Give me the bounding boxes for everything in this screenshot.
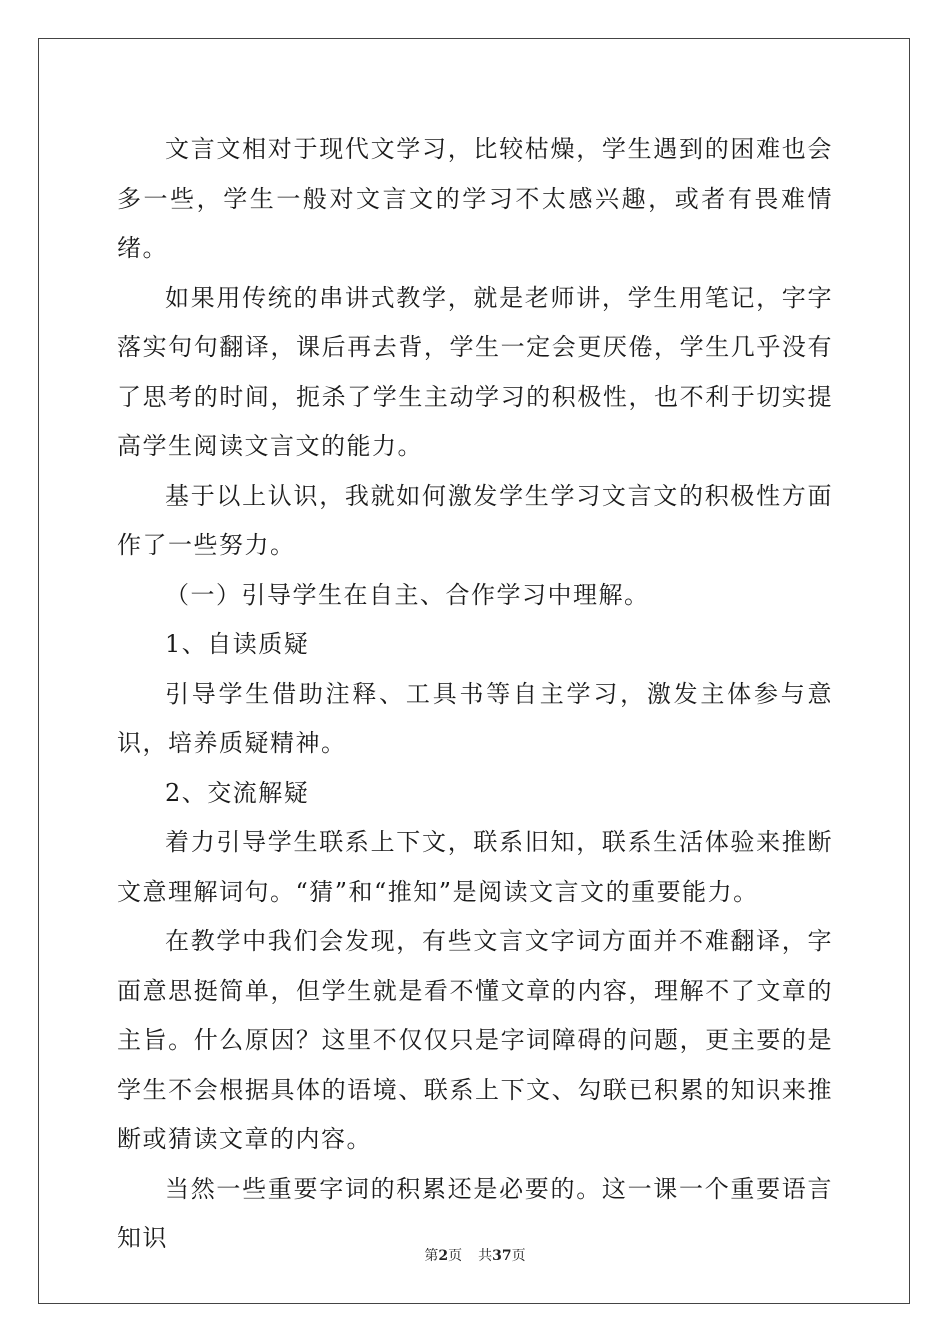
- paragraph: 着力引导学生联系上下文，联系旧知，联系生活体验来推断文意理解词句。“猜”和“推知”是阅读文言文的重要能力。: [117, 828, 833, 906]
- paragraph: 基于以上认识，我就如何激发学生学习文言文的积极性方面作了一些努力。: [117, 481, 833, 559]
- total-suffix: 页: [511, 1248, 526, 1264]
- subsection-heading: 1、自读质疑: [165, 630, 310, 658]
- page-prefix: 第: [424, 1248, 439, 1264]
- document-body: [117, 125, 833, 1264]
- paragraph: 引导学生借助注释、工具书等自主学习，激发主体参与意识，培养质疑精神。: [117, 679, 833, 757]
- subsection-heading: 2、交流解疑: [165, 778, 310, 807]
- page-footer: [0, 1245, 950, 1265]
- paragraph: 当然一些重要字词的积累还是必要的。这一课一个重要语言知识: [117, 1174, 833, 1252]
- paragraph: 在教学中我们会发现，有些文言文字词方面并不难翻译，字面意思挺简单，但学生就是看不懂文章的内容，理解不了文章的主旨。什么原因？这里不仅仅只是字词障碍的问题，更主要的是学生不会根据具体的语境、联系上下文、勾联已积累的知识来推断或猜读文章的内容。: [117, 927, 833, 1153]
- page-number: 2: [438, 1248, 449, 1264]
- total-pages: 37: [492, 1248, 512, 1264]
- paragraph: 如果用传统的串讲式教学，就是老师讲，学生用笔记，字字落实句句翻译，课后再去背，学生一定会更厌倦，学生几乎没有了思考的时间，扼杀了学生主动学习的积极性，也不利于切实提高学生阅读文言文的能力。: [117, 283, 833, 460]
- page-suffix: 页: [448, 1248, 463, 1264]
- section-heading: （一）引导学生在自主、合作学习中理解。: [165, 580, 650, 609]
- total-prefix: 共: [478, 1248, 493, 1264]
- paragraph: 文言文相对于现代文学习，比较枯燥，学生遇到的困难也会多一些，学生一般对文言文的学习不太感兴趣，或者有畏难情绪。: [117, 135, 833, 262]
